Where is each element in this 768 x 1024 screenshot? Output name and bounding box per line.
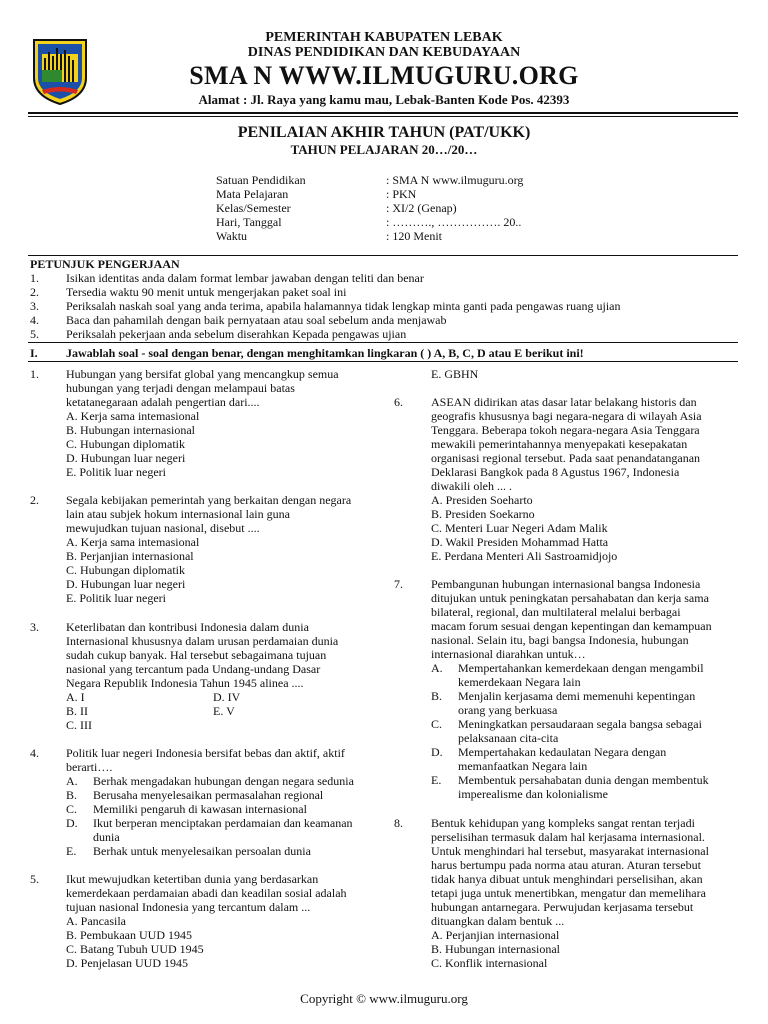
answer-option-letter[interactable]: A.: [431, 661, 443, 675]
answer-option[interactable]: E. V: [213, 704, 235, 718]
identity-label: Hari, Tanggal: [216, 215, 282, 229]
answer-option[interactable]: D. Hubungan luar negeri: [66, 577, 186, 591]
question-text-line: ditujukan untuk peningkatan persahabatan dan kerja sama: [431, 591, 709, 605]
question-number: 2.: [30, 493, 39, 507]
question-text-line: Untuk menghindari hal tersebut, masyarakat internasional: [431, 844, 709, 858]
answer-option[interactable]: A. I: [66, 690, 85, 704]
answer-option[interactable]: D. IV: [213, 690, 241, 704]
answer-option[interactable]: B. Presiden Soekarno: [431, 507, 535, 521]
answer-option[interactable]: D. Penjelasan UUD 1945: [66, 956, 188, 970]
question-text-line: hubungan yang terjadi dengan melampaui batas: [66, 381, 295, 395]
answer-option-letter[interactable]: D.: [431, 745, 443, 759]
answer-option-letter[interactable]: B.: [66, 788, 78, 802]
answer-option[interactable]: E. Politik luar negeri: [66, 591, 166, 605]
question-text-line: hubungan antarnegara. Perwujudan kerjasama tersebut: [431, 900, 694, 914]
question-text-line: nasional yang tercantum pada Undang-undang Dasar: [66, 662, 321, 676]
question-text-line: ketatanegaraan adalah pengertian dari....: [66, 395, 260, 409]
question-text-line: Negara Republik Indonesia Tahun 1945 alinea ....: [66, 676, 304, 690]
question-text-line: Politik luar negeri Indonesia bersifat bebas dan aktif, aktif: [66, 746, 345, 760]
answer-option-letter[interactable]: C.: [66, 802, 78, 816]
answer-option[interactable]: A. Pancasila: [66, 914, 126, 928]
question-text-line: Bentuk kehidupan yang kompleks sangat rentan terjadi: [431, 816, 695, 830]
instruction-text: Baca dan pahamilah dengan baik pernyataan atau soal sebelum anda menjawab: [66, 313, 447, 327]
identity-label: Kelas/Semester: [216, 201, 291, 215]
answer-option-text[interactable]: dunia: [93, 830, 120, 844]
question-text-line: Deklarasi Bangkok pada 8 Agustus 1967, Indonesia: [431, 465, 680, 479]
answer-option[interactable]: C. Batang Tubuh UUD 1945: [66, 942, 204, 956]
answer-option[interactable]: E. Politik luar negeri: [66, 465, 166, 479]
answer-option[interactable]: A. Perjanjian internasional: [431, 928, 560, 942]
answer-option[interactable]: A. Kerja sama intemasional: [66, 535, 200, 549]
question-text-line: harus bertumpu pada norma atau aturan. Aturan tersebut: [431, 858, 701, 872]
answer-option-letter[interactable]: E.: [66, 844, 77, 858]
answer-option-text[interactable]: kemerdekaan Negara lain: [458, 675, 581, 689]
question-text-line: lain atau subjek hokum internasional lain guna: [66, 507, 290, 521]
instruction-text: Tersedia waktu 90 menit untuk mengerjakan paket soal ini: [66, 285, 347, 299]
question-number: 5.: [30, 872, 39, 886]
question-text-line: perselisihan termasuk dalam hal kerjasama internasional.: [431, 830, 705, 844]
answer-option-text[interactable]: Berhak mengadakan hubungan dengan negara sedunia: [93, 774, 354, 788]
instruction-number: 2.: [30, 285, 39, 299]
question-text-line: macam forum sesuai dengan kepentingan dan kemampuan: [431, 619, 712, 633]
answer-option-text[interactable]: Memiliki pengaruh di kawasan internasional: [93, 802, 307, 816]
identity-value: : PKN: [386, 187, 417, 201]
question-text-line: tetapi juga untuk menertibkan, mengatur dan memelihara: [431, 886, 706, 900]
answer-option-text[interactable]: Mempertahakan kedaulatan Negara dengan: [458, 745, 667, 759]
question-number: 7.: [394, 577, 403, 591]
answer-option[interactable]: B. Hubungan internasional: [66, 423, 195, 437]
question-text-line: sudah cukup banyak. Hal tersebut sebagaimana tujuan: [66, 648, 327, 662]
answer-option[interactable]: E. Perdana Menteri Ali Sastroamidjojo: [431, 549, 618, 563]
question-text-line: Pembangunan hubungan internasional bangsa Indonesia: [431, 577, 701, 591]
answer-option[interactable]: B. II: [66, 704, 88, 718]
answer-option[interactable]: B. Pembukaan UUD 1945: [66, 928, 192, 942]
question-text-line: dituangkan dalam bentuk ...: [431, 914, 565, 928]
identity-label: Satuan Pendidikan: [216, 173, 306, 187]
instruction-text: Isikan identitas anda dalam format lembar jawaban dengan teliti dan benar: [66, 271, 424, 285]
question-text-line: diwakili oleh ... .: [431, 479, 512, 493]
question-text-line: mewujudkan tujuan nasional, disebut ....: [66, 521, 260, 535]
section-divider-bottom: [28, 361, 738, 362]
answer-option-letter[interactable]: B.: [431, 689, 443, 703]
instruction-number: 3.: [30, 299, 39, 313]
school-address: Alamat : Jl. Raya yang kamu mau, Lebak-Banten Kode Pos. 42393: [198, 92, 570, 107]
question-text-line: tujuan nasional Indonesia yang tercantum dalam ...: [66, 900, 311, 914]
question-number: 8.: [394, 816, 403, 830]
identity-label: Waktu: [216, 229, 248, 243]
answer-option-text[interactable]: Membentuk persahabatan dunia dengan membentuk: [458, 773, 709, 787]
exam-year: TAHUN PELAJARAN 20…/20…: [290, 142, 478, 157]
answer-option-text[interactable]: Ikut berperan menciptakan perdamaian dan keamanan: [93, 816, 353, 830]
school-name: SMA N WWW.ILMUGURU.ORG: [189, 61, 579, 90]
answer-option[interactable]: C. Hubungan diplomatik: [66, 437, 185, 451]
question-text-line: Tenggara. Beberapa tokoh negara-negara Asia Tenggara: [431, 423, 700, 437]
answer-option-text[interactable]: Berusaha menyelesaikan permasalahan regional: [93, 788, 324, 802]
question-number: 4.: [30, 746, 39, 760]
question-text-line: nasional. Selain itu, bagi bangsa Indonesia, hubungan: [431, 633, 689, 647]
answer-option-letter[interactable]: A.: [66, 774, 78, 788]
department-name: DINAS PENDIDIKAN DAN KEBUDAYAAN: [247, 45, 521, 60]
copyright-footer: Copyright © www.ilmuguru.org: [300, 991, 468, 1006]
question-text-line: bilateral, regional, dan multilateral melalui berbagai: [431, 605, 681, 619]
identity-value: : SMA N www.ilmuguru.org: [386, 173, 524, 187]
answer-option[interactable]: C. Konflik internasional: [431, 956, 548, 970]
answer-option-text[interactable]: pelaksanaan cita-cita: [458, 731, 559, 745]
question-text-line: geografis khususnya bagi negara-negara di wilayah Asia: [431, 409, 702, 423]
question-text-line: Internasional khususnya dalam urusan perdamaian dunia: [66, 634, 339, 648]
section-instruction: Jawablah soal - soal dengan benar, dengan menghitamkan lingkaran ( ) A, B, C, D atau E berikut ini!: [66, 346, 584, 360]
answer-option-text[interactable]: Menjalin kerjasama demi memenuhi kepentingan: [458, 689, 696, 703]
instruction-text: Periksalah naskah soal yang anda terima, apabila halamannya tidak lengkap minta ganti pada pengawas ruang ujian: [66, 299, 621, 313]
header-divider-thick: [28, 112, 738, 114]
question-number: 3.: [30, 620, 39, 634]
answer-option-text[interactable]: orang yang berkuasa: [458, 703, 558, 717]
instructions-title: PETUNJUK PENGERJAAN: [30, 257, 180, 271]
question-text-line: organisasi regional tersebut. Pada saat penandatanganan: [431, 451, 701, 465]
answer-option[interactable]: D. Wakil Presiden Mohammad Hatta: [431, 535, 609, 549]
question-text-line: Hubungan yang bersifat global yang mencangkup semua: [66, 367, 339, 381]
identity-label: Mata Pelajaran: [216, 187, 289, 201]
question-text-line: Segala kebijakan pemerintah yang berkaitan dengan negara: [66, 493, 352, 507]
answer-option-text[interactable]: Mempertahankan kemerdekaan dengan mengambil: [458, 661, 704, 675]
answer-option[interactable]: A. Kerja sama intemasional: [66, 409, 200, 423]
header-divider-thin: [28, 116, 738, 117]
instruction-number: 4.: [30, 313, 39, 327]
government-name: PEMERINTAH KABUPATEN LEBAK: [265, 30, 503, 45]
question-text-line: Keterlibatan dan kontribusi Indonesia dalam dunia: [66, 620, 309, 634]
answer-option-text[interactable]: imperealisme dan kolonialisme: [458, 787, 608, 801]
question-text-line: Ikut mewujudkan ketertiban dunia yang berdasarkan: [66, 872, 319, 886]
question-number: 1.: [30, 367, 39, 381]
question-text-line: mewakili pemerintahannya menyepakati kesepakatan: [431, 437, 688, 451]
instruction-text: Periksalah pekerjaan anda sebelum diserahkan Kepada pengawas ujian: [66, 327, 407, 341]
answer-option[interactable]: B. Hubungan internasional: [431, 942, 560, 956]
instructions-divider-top: [28, 255, 738, 256]
instruction-number: 5.: [30, 327, 39, 341]
question-text-line: ASEAN didirikan atas dasar latar belakang historis dan: [431, 395, 697, 409]
answer-option-text[interactable]: Meningkatkan persaudaraan segala bangsa sebagai: [458, 717, 702, 731]
question-text-line: tidak hanya dibuat untuk menghindari perselisihan, akan: [431, 872, 703, 886]
exam-title: PENILAIAN AKHIR TAHUN (PAT/UKK): [237, 124, 531, 141]
identity-value: : XI/2 (Genap): [386, 201, 457, 215]
identity-value: : 120 Menit: [386, 229, 442, 243]
answer-option[interactable]: B. Perjanjian internasional: [66, 549, 194, 563]
answer-option[interactable]: C. Menteri Luar Negeri Adam Malik: [431, 521, 608, 535]
answer-option-text[interactable]: memanfaatkan Negara lain: [458, 759, 588, 773]
answer-option-letter[interactable]: E.: [431, 773, 442, 787]
answer-option[interactable]: E. GBHN: [431, 367, 479, 381]
question-number: 6.: [394, 395, 403, 409]
answer-option[interactable]: A. Presiden Soeharto: [431, 493, 533, 507]
answer-option-letter[interactable]: C.: [431, 717, 443, 731]
question-text-line: kemerdekaan perdamaian abadi dan keadilan sosial adalah: [66, 886, 347, 900]
question-text-line: internasional diarahkan untuk…: [431, 647, 586, 661]
instruction-number: 1.: [30, 271, 39, 285]
question-text-line: berarti….: [66, 760, 113, 774]
answer-option[interactable]: D. Hubungan luar negeri: [66, 451, 186, 465]
section-number: I.: [30, 346, 38, 360]
answer-option-text[interactable]: Berhak untuk menyelesaikan persoalan dunia: [93, 844, 311, 858]
identity-value: : ………., ……………. 20..: [386, 215, 522, 229]
answer-option-letter[interactable]: D.: [66, 816, 78, 830]
section-divider-top: [28, 342, 738, 343]
answer-option[interactable]: C. Hubungan diplomatik: [66, 563, 185, 577]
answer-option[interactable]: C. III: [66, 718, 92, 732]
